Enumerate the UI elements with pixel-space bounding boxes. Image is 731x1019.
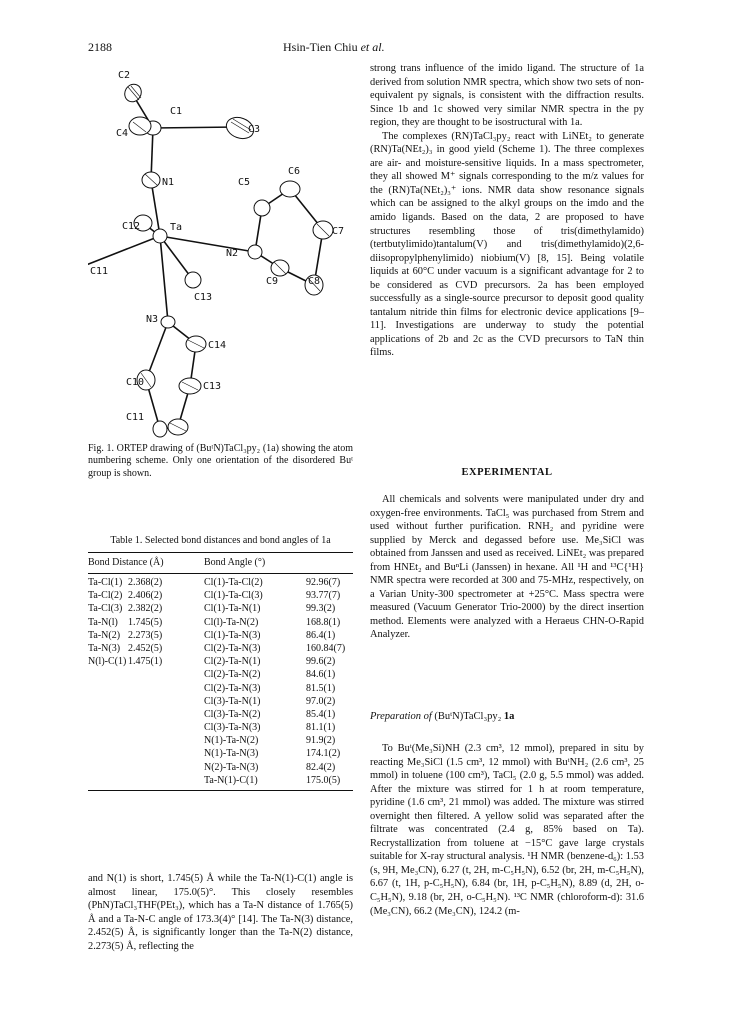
table-cell: N(1)-Ta-N(3) bbox=[204, 748, 259, 760]
table-title: Table 1. Selected bond distances and bond angles of 1a bbox=[110, 535, 331, 546]
table-block bbox=[88, 535, 353, 791]
table-row bbox=[88, 590, 353, 603]
left-body-text: and N(1) is short, 1.745(5) Å while the Ta-N(1)-C(1) angle is almost linear, 175.0(5)°. This closely resembles (PhN)TaCl₃THF(PEt₃), which has a Ta-N distance of 1.765(5) Å and a Ta-N-C angle of 173.3(4)° [14]. The Ta-N(3) distance, 2.452(5) Å, is significantly longer than the Ta-N(2) distance, 2.273(5) Å, reflecting the bbox=[88, 873, 353, 952]
table-cell: 81.5(1) bbox=[306, 682, 336, 694]
table-cell: 99.3(2) bbox=[306, 603, 336, 615]
table-cell bbox=[128, 722, 204, 735]
table-row bbox=[88, 603, 353, 616]
table-cell: Cl(3)-Ta-N(2) bbox=[204, 708, 261, 720]
table-cell: Cl(2)-Ta-N(1) bbox=[204, 656, 261, 668]
table-cell: 168.8(1) bbox=[306, 616, 341, 628]
table-cell bbox=[88, 683, 128, 696]
atom-label: C14 bbox=[208, 340, 227, 351]
table-cell: Cl(1)-Ta-N(3) bbox=[204, 629, 261, 641]
atom-label: N3 bbox=[146, 314, 159, 325]
paragraph: strong trans influence of the imido ligand. The structure of 1a derived from solution NMR spectra, which show two sets of non-equivalent py signals, is consistent with the diffraction results. Since 1b and 1c showed very similar NMR spectra in the py region, they are thought to be isostructural with 1a. bbox=[370, 63, 644, 129]
table-cell bbox=[88, 669, 128, 682]
table-row bbox=[88, 643, 353, 656]
table-cell: Cl(l)-Ta-N(2) bbox=[204, 616, 259, 628]
paragraph: All chemicals and solvents were manipulated under dry and oxygen-free environments. TaCl₅ was purchased from Strem and used without further purification. RNH₂ and pyridine were supplied by Merck and degassed before use. Me₃SiCl was obtained from Janssen and used as received. LiNEt₂ was prepared from HNEt₂ and BuⁿLi (Janssen) in hexane. All ¹H and ¹³C{¹H} NMR spectra were recorded at 300 and 75-MHz, respectively, on a Varian Unity-300 spectrometer at +25°C. Mass spectra were measured (Vacuum Generator Trio-2000) by the direct insertion method. Elements were analyzed with a Heraeus CHN-O-Rapid Analyzer. bbox=[370, 494, 644, 641]
atom-label: Ta bbox=[170, 222, 183, 233]
section-heading: EXPERIMENTAL bbox=[461, 467, 553, 478]
table-cell: Ta-Cl(2) bbox=[88, 590, 123, 602]
table-cell: N(l)-C(1) bbox=[88, 656, 127, 668]
table-row bbox=[88, 683, 353, 696]
table-cell bbox=[88, 709, 128, 722]
table-row bbox=[88, 574, 353, 591]
table-row bbox=[88, 762, 353, 775]
table-cell: Cl(2)-Ta-N(3) bbox=[204, 682, 261, 694]
table-row bbox=[88, 630, 353, 643]
table-cell bbox=[128, 762, 204, 775]
table-cell: 2.452(5) bbox=[128, 642, 163, 654]
experimental-section bbox=[370, 493, 644, 642]
table-cell bbox=[128, 709, 204, 722]
table-row bbox=[88, 617, 353, 630]
table-cell bbox=[128, 669, 204, 682]
table-row bbox=[88, 709, 353, 722]
table-cell: 85.4(1) bbox=[306, 708, 336, 720]
table-cell: Ta-N(3) bbox=[88, 642, 121, 654]
table-cell: 97.0(2) bbox=[306, 695, 336, 707]
table-cell bbox=[88, 762, 128, 775]
table-cell: Ta-N(2) bbox=[88, 629, 121, 641]
atom-label: C13 bbox=[194, 292, 213, 303]
atom-label: N2 bbox=[226, 248, 239, 259]
table-header-row bbox=[88, 557, 353, 574]
table-cell: Ta-N(l) bbox=[88, 616, 118, 628]
table-cell: 99.6(2) bbox=[306, 656, 336, 668]
table-cell bbox=[128, 748, 204, 761]
table-cell bbox=[128, 683, 204, 696]
table-row bbox=[88, 722, 353, 735]
bond-table bbox=[88, 557, 353, 788]
table-row bbox=[88, 669, 353, 682]
table-cell: 1.745(5) bbox=[128, 616, 163, 628]
table-cell bbox=[128, 775, 204, 788]
table-cell: Cl(1)-Ta-Cl(2) bbox=[204, 577, 263, 588]
table-cell: 2.368(2) bbox=[128, 577, 163, 588]
table-cell: 174.1(2) bbox=[306, 748, 341, 760]
table-cell: 92.96(7) bbox=[306, 577, 341, 588]
paragraph: To Buᵗ(Me₃Si)NH (2.3 cm³, 12 mmol), prepared in situ by reacting Me₃SiCl (1.5 cm³, 12 mmol) with BuᵗNH₂ (2.6 cm³, 25 mmol) in toluene (100 cm³), TaCl₅ (2.0 g, 5.5 mmol) was added. After the mixture was stirred for 1 h at room temperature, pyridine (1.6 cm³, 21 mmol) was added. The mixture was stirred overnight then filtered. A yellow solid was separated after the filtrate was concentrated (2.4 g, 85% based on Ta). Recrystallization from toluene at −15°C gave large crystals suitable for X-ray structural analysis. ¹H NMR (benzene-d₆): 1.53 (s, 9H, Me₃CN), 6.27 (t, 2H, m-C₅H₅N), 6.52 (br, 2H, m-C₅H₅N), 6.67 (t, 1H, p-C₅H₅N), 6.84 (br, 1H, p-C₅H₅N), 8.89 (d, 2H, o-C₅H₅N), 9.18 (br, 2H, o-C₅H₅N). ¹³C NMR (chloroform-d): 31.6 (Me₃CN), 66.2 (Me₃CN), 124.2 (m- bbox=[370, 743, 644, 917]
preparation-section bbox=[370, 742, 644, 918]
table-cell: 86.4(1) bbox=[306, 629, 336, 641]
table-cell bbox=[88, 748, 128, 761]
table-cell: 91.9(2) bbox=[306, 735, 336, 747]
atom-label: C12 bbox=[122, 221, 141, 232]
atom-label: C4 bbox=[116, 128, 129, 139]
table-cell: Ta-Cl(1) bbox=[88, 577, 123, 588]
atom-label: C2 bbox=[118, 70, 131, 81]
atom-label: C11 bbox=[126, 412, 145, 423]
table-cell: 160.84(7) bbox=[306, 642, 346, 654]
table-cell: 2.273(5) bbox=[128, 629, 163, 641]
atom-label: C10 bbox=[126, 377, 145, 388]
table-cell: 93.77(7) bbox=[306, 590, 341, 602]
table-cell: 1.475(1) bbox=[128, 656, 163, 668]
table-row bbox=[88, 656, 353, 669]
table-cell: 81.1(1) bbox=[306, 722, 336, 734]
atom-label: C1 bbox=[170, 106, 183, 117]
table-cell: Cl(2)-Ta-N(3) bbox=[204, 642, 261, 654]
column-header: Bond Distance (Å) bbox=[88, 557, 164, 568]
table-cell: Ta-Cl(3) bbox=[88, 603, 123, 615]
subsection-heading: Preparation of (BuᵗN)TaCl₃py₂ 1a bbox=[370, 711, 515, 722]
table-row bbox=[88, 735, 353, 748]
table-cell: 2.382(2) bbox=[128, 603, 163, 615]
table-row bbox=[88, 696, 353, 709]
ortep-figure bbox=[88, 60, 353, 440]
running-header bbox=[88, 40, 643, 56]
table-cell: Cl(2)-Ta-N(2) bbox=[204, 669, 261, 681]
figure-caption: Fig. 1. ORTEP drawing of (BuᵗN)TaCl₃py₂ (1a) showing the atom numbering scheme. Only one orientation of the disordered Buᵗ group is shown. bbox=[88, 443, 353, 479]
atom-label: C9 bbox=[266, 276, 279, 287]
table-cell: Cl(1)-Ta-Cl(3) bbox=[204, 590, 263, 602]
page-number: 2188 bbox=[88, 40, 112, 54]
column-header: Bond Angle (°) bbox=[204, 557, 266, 568]
table-cell: 175.0(5) bbox=[306, 774, 341, 786]
atom-label: C7 bbox=[332, 226, 345, 237]
table-cell bbox=[88, 775, 128, 788]
table-cell: Cl(3)-Ta-N(1) bbox=[204, 695, 261, 707]
table-cell bbox=[88, 735, 128, 748]
paragraph: The complexes (RN)TaCl₃py₂ react with LiNEt₂ to generate (RN)Ta(NEt₂)₃ in good yield (Scheme 1). The three complexes are air- and moisture-sensitive liquids. In a mass spectrometer, they all showed M⁺ signals corresponding to the m/z values for the (RN)Ta(NEt₂)₃⁺ ions. NMR data show resonance signals which can be assigned to the alkyl groups on the imdo and the amido ligands. Based on the data, 2 are proposed to have structures resembling those of tris(dimethylamido)(tertbutylimido)tantalum(V) and tris(dimethylamido)(2,6-diisopropylphenylimido) niobium(V) [8, 15]. Being volatile liquids at 60°C under vacuum is a significant advantage for 2 to be considered as CVD precursors. 2a has been employed successfully as a single-source precursor to deposit good quality tantalum nitride thin films for electronic device applications [9–11]. Investigations are underway to study the potential applications of 2b and 2c as the CVD precursors to TaN thin films. bbox=[370, 130, 644, 359]
running-head: Hsin-Tien Chiu et al. bbox=[283, 40, 385, 54]
atom-label: N1 bbox=[162, 177, 175, 188]
ortep-drawing bbox=[88, 60, 353, 440]
table-row bbox=[88, 748, 353, 761]
atom-label: C3 bbox=[248, 124, 261, 135]
atom-label: C13 bbox=[203, 381, 222, 392]
table-cell: 84.6(1) bbox=[306, 669, 336, 681]
table-cell bbox=[128, 696, 204, 709]
atom-label: C5 bbox=[238, 177, 251, 188]
table-cell: Ta-N(1)-C(1) bbox=[204, 774, 258, 786]
table-cell: Cl(1)-Ta-N(1) bbox=[204, 603, 261, 615]
table-cell: 82.4(2) bbox=[306, 761, 336, 773]
table-cell bbox=[88, 696, 128, 709]
table-cell: N(2)-Ta-N(3) bbox=[204, 761, 259, 773]
table-cell bbox=[88, 722, 128, 735]
table-row bbox=[88, 775, 353, 788]
atom-label: C6 bbox=[288, 166, 301, 177]
table-cell: 2.406(2) bbox=[128, 590, 163, 602]
atom-label: C11 bbox=[90, 266, 109, 277]
table-cell bbox=[128, 735, 204, 748]
table-cell: N(1)-Ta-N(2) bbox=[204, 735, 259, 747]
right-column bbox=[370, 62, 644, 360]
table-cell: Cl(3)-Ta-N(3) bbox=[204, 722, 261, 734]
atom-label: C8 bbox=[308, 276, 321, 287]
